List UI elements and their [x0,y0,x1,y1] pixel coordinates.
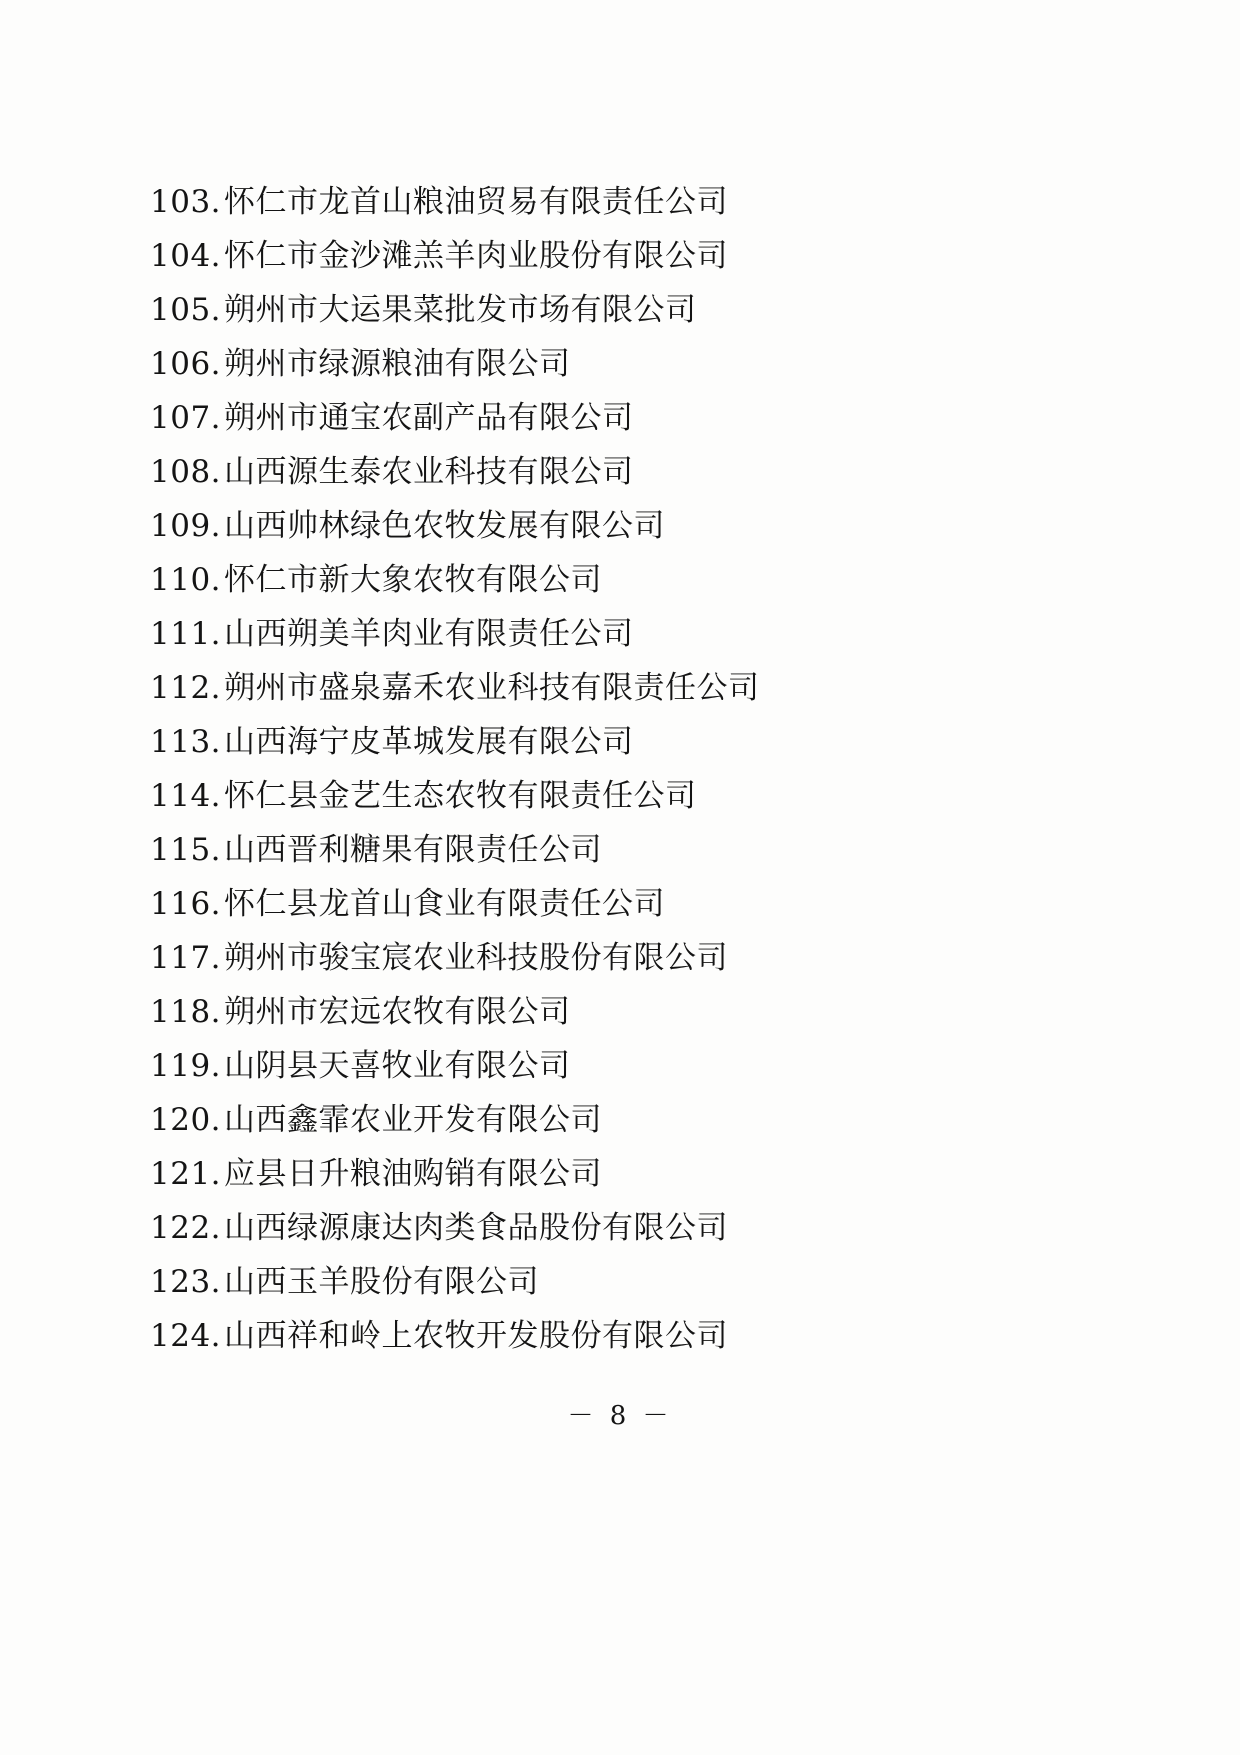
list-item-name: 山西帅林绿色农牧发展有限公司 [224,508,665,544]
list-item-name: 山西源生泰农业科技有限公司 [224,454,634,490]
list-item-name: 山西绿源康达肉类食品股份有限公司 [224,1210,728,1246]
list-item-name: 山西海宁皮革城发展有限公司 [224,724,634,760]
list-item-name: 朔州市大运果菜批发市场有限公司 [224,292,697,328]
list-item-name: 朔州市盛泉嘉禾农业科技有限责任公司 [224,670,760,706]
list-item [150,877,1100,931]
list-item-number: 124. [150,1318,222,1354]
list-item-name: 朔州市通宝农副产品有限公司 [224,400,634,436]
list-item-name: 怀仁市金沙滩羔羊肉业股份有限公司 [224,238,728,274]
list-item-name: 朔州市宏远农牧有限公司 [224,994,571,1030]
list-item-number: 121. [150,1156,222,1192]
list-item-name: 应县日升粮油购销有限公司 [224,1156,602,1192]
list-item [150,229,1100,283]
list-item-number: 119. [150,1048,222,1084]
list-item-name: 怀仁市龙首山粮油贸易有限责任公司 [224,184,728,220]
list-item-name: 山西祥和岭上农牧开发股份有限公司 [224,1318,728,1354]
company-list [150,175,1100,1363]
list-item-number: 108. [150,454,222,490]
list-item-number: 111. [150,616,222,652]
list-item-number: 123. [150,1264,222,1300]
list-item-number: 107. [150,400,222,436]
list-item-name: 山西鑫霏农业开发有限公司 [224,1102,602,1138]
list-item [150,283,1100,337]
list-item [150,931,1100,985]
list-item [150,391,1100,445]
list-item [150,661,1100,715]
list-item-number: 106. [150,346,222,382]
list-item-name: 山西晋利糖果有限责任公司 [224,832,602,868]
list-item [150,175,1100,229]
list-item [150,1039,1100,1093]
list-item [150,445,1100,499]
list-item-name: 朔州市骏宝宸农业科技股份有限公司 [224,940,728,976]
list-item [150,715,1100,769]
list-item-number: 113. [150,724,222,760]
page-number: － 8 － [567,1401,673,1431]
list-item-number: 103. [150,184,222,220]
list-item [150,1309,1100,1363]
list-item [150,337,1100,391]
list-item-number: 117. [150,940,222,976]
list-item-number: 115. [150,832,222,868]
list-item-number: 114. [150,778,222,814]
list-item [150,1147,1100,1201]
list-item [150,985,1100,1039]
list-item [150,607,1100,661]
list-item-number: 109. [150,508,222,544]
list-item-number: 112. [150,670,222,706]
list-item-number: 105. [150,292,222,328]
list-item-name: 山阴县天喜牧业有限公司 [224,1048,571,1084]
list-item-number: 110. [150,562,222,598]
list-item-name: 怀仁市新大象农牧有限公司 [224,562,602,598]
list-item [150,769,1100,823]
list-item [150,1255,1100,1309]
list-item [150,1201,1100,1255]
list-item [150,823,1100,877]
list-item-name: 怀仁县金艺生态农牧有限责任公司 [224,778,697,814]
list-item-name: 山西玉羊股份有限公司 [224,1264,539,1300]
list-item-number: 104. [150,238,222,274]
list-item [150,553,1100,607]
list-item-number: 122. [150,1210,222,1246]
list-item-number: 118. [150,994,222,1030]
list-item-name: 山西朔美羊肉业有限责任公司 [224,616,634,652]
list-item [150,1093,1100,1147]
list-item-name: 朔州市绿源粮油有限公司 [224,346,571,382]
list-item-number: 116. [150,886,222,922]
list-item [150,499,1100,553]
list-item-name: 怀仁县龙首山食业有限责任公司 [224,886,665,922]
list-item-number: 120. [150,1102,222,1138]
